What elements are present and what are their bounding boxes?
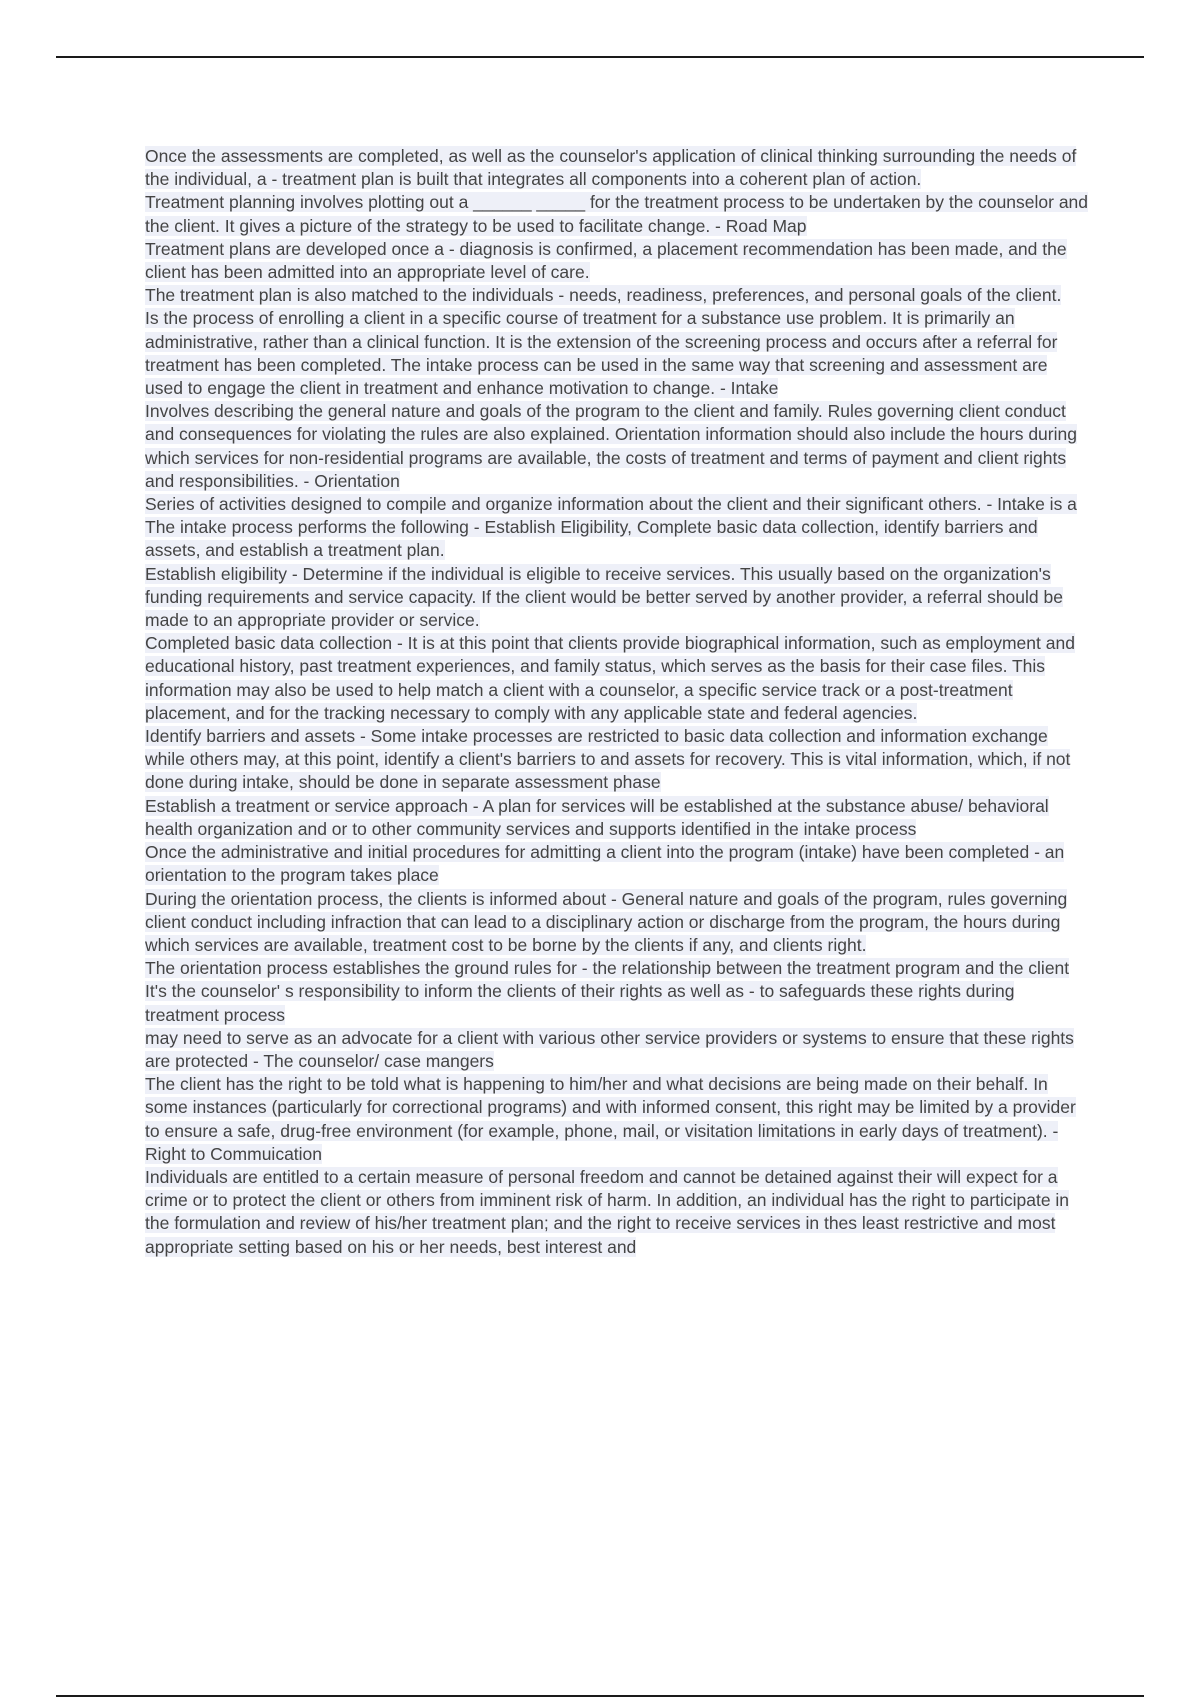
flashcard-paragraph: Completed basic data collection - It is at this point that clients provide biographical information, such as employment and educational history, past treatment experiences, and family status, which serves as the basis for their case files. This information may also be used to help match a client with a counselor, a specific service track or a post-treatment placement, and for the tracking necessary to comply with any applicable state and federal agencies.: [145, 633, 1075, 723]
flashcard-paragraph: Establish a treatment or service approach - A plan for services will be established at the substance abuse/ behavioral health organization and or to other community services and supports identified in the intake process: [145, 795, 1049, 839]
flashcard-paragraph: may need to serve as an advocate for a client with various other service providers or systems to ensure that these rights are protected - The counselor/ case mangers: [145, 1027, 1074, 1071]
flashcard-paragraph: Once the assessments are completed, as well as the counselor's application of clinical thinking surrounding the needs of the individual, a - treatment plan is built that integrates all components into a coherent plan of action.: [145, 146, 1077, 190]
flashcard-paragraph: The treatment plan is also matched to the individuals - needs, readiness, preferences, and personal goals of the client.: [145, 285, 1062, 306]
flashcard-paragraph: Involves describing the general nature and goals of the program to the client and family. Rules governing client conduct and consequences for violating the rules are also explained. Orientation information should also include the hours during which services for non-residential programs are available, the costs of treatment and terms of payment and client rights and responsibilities. - Orientation: [145, 401, 1077, 491]
flashcard-paragraph: Identify barriers and assets - Some intake processes are restricted to basic data collection and information exchange while others may, at this point, identify a client's barriers to and assets for recovery. This is vital information, which, if not done during intake, should be done in separate assessment phase: [145, 726, 1071, 793]
flashcard-paragraph: Establish eligibility - Determine if the individual is eligible to receive services. This usually based on the organization's funding requirements and service capacity. If the client would be better served by another provider, a referral should be made to an appropriate provider or service.: [145, 563, 1063, 631]
document-body: [145, 145, 1090, 1259]
flashcard-paragraph: During the orientation process, the clients is informed about - General nature and goals of the program, rules governing client conduct including infraction that can lead to a disciplinary action or discharge from the program, the hours during which services are available, treatment cost to be borne by the clients if any, and clients right.: [145, 888, 1068, 955]
flashcard-paragraph: Treatment plans are developed once a - diagnosis is confirmed, a placement recommendation has been made, and the client has been admitted into an appropriate level of care.: [145, 238, 1067, 283]
flashcard-paragraph: Treatment planning involves plotting out a ______ _____ for the treatment process to be undertaken by the counselor and the client. It gives a picture of the strategy to be used to facilitate change. - Road Map: [145, 192, 1089, 236]
flashcard-paragraph: Once the administrative and initial procedures for admitting a client into the program (intake) have been completed - an orientation to the program takes place: [145, 842, 1065, 886]
footer-rule: [56, 1695, 1144, 1697]
flashcard-paragraph: Individuals are entitled to a certain measure of personal freedom and cannot be detained against their will expect for a crime or to protect the client or others from imminent risk of harm. In addition, an individual has the right to participate in the formulation and review of his/her treatment plan; and the right to receive services in thes least restrictive and most appropriate setting based on his or her needs, best interest and: [145, 1166, 1070, 1257]
flashcard-paragraph: The orientation process establishes the ground rules for - the relationship between the treatment program and the client: [145, 958, 1070, 979]
flashcard-paragraph: Series of activities designed to compile and organize information about the client and their significant others. - Intake is a: [145, 494, 1077, 515]
flashcard-paragraph: The client has the right to be told what is happening to him/her and what decisions are being made on their behalf. In some instances (particularly for correctional programs) and with informed consent, this right may be limited by a provider to ensure a safe, drug-free environment (for example, phone, mail, or visitation limitations in early days of treatment). - Right to Commuication: [145, 1074, 1076, 1164]
flashcard-paragraph: The intake process performs the following - Establish Eligibility, Complete basic data collection, identify barriers and assets, and establish a treatment plan.: [145, 517, 1038, 561]
header-rule: [56, 56, 1144, 58]
flashcard-paragraph: Is the process of enrolling a client in a specific course of treatment for a substance use problem. It is primarily an administrative, rather than a clinical function. It is the extension of the screening process and occurs after a referral for treatment has been completed. The intake process can be used in the same way that screening and assessment are used to engage the client in treatment and enhance motivation to change. - Intake: [145, 308, 1058, 399]
flashcard-paragraph: It's the counselor' s responsibility to inform the clients of their rights as well as - to safeguards these rights during treatment process: [145, 981, 1015, 1025]
